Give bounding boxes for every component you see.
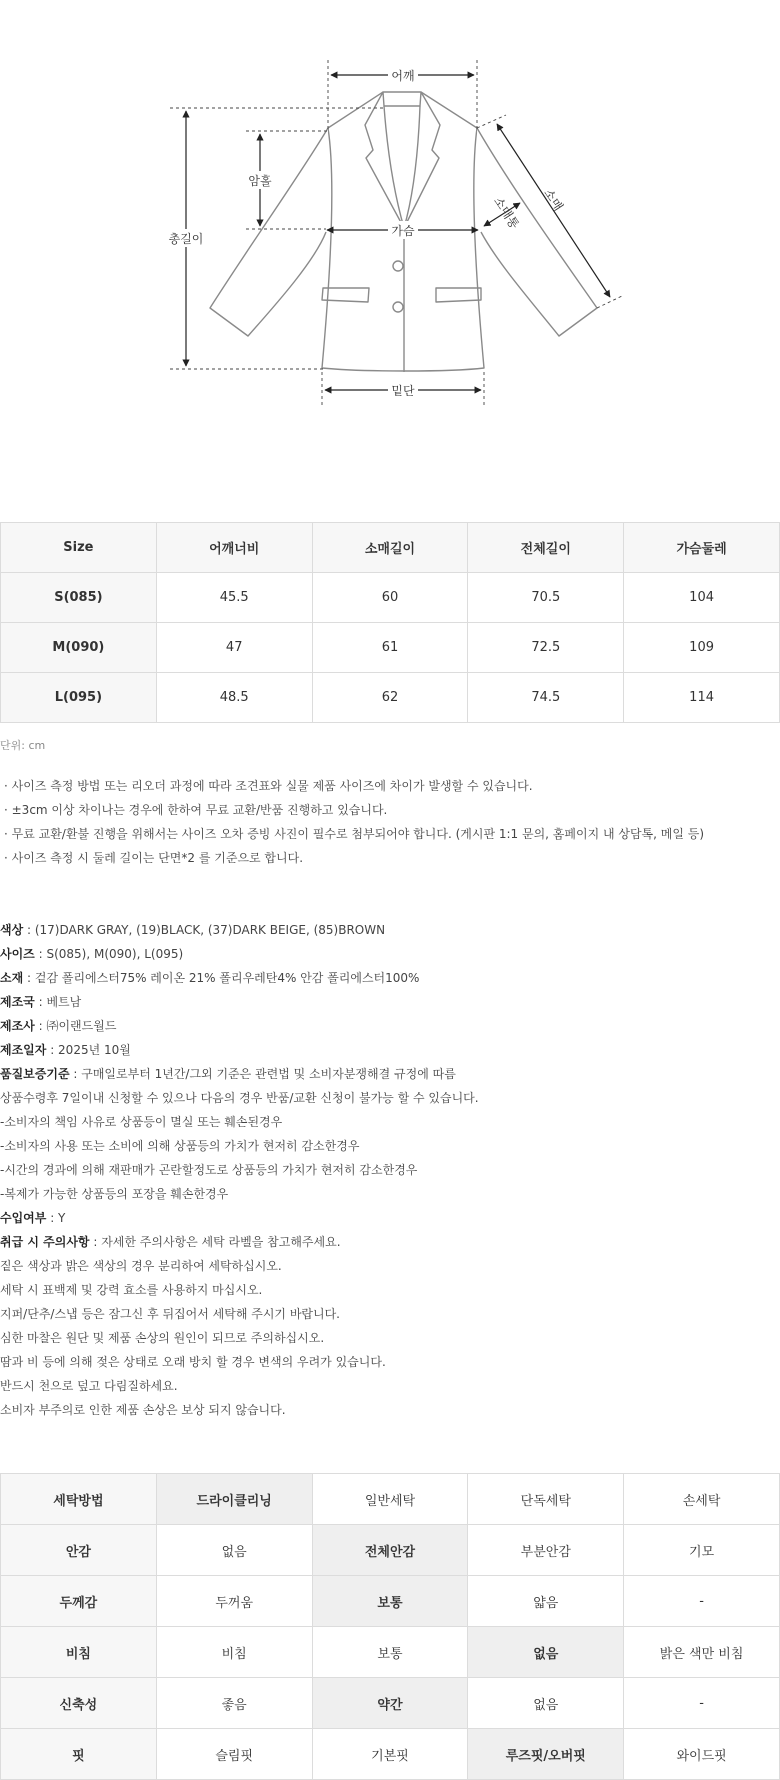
info-text: -복제가 가능한 상품등의 포장을 훼손한경우 (0, 1187, 229, 1201)
size-table-header-cell: 가슴둘레 (624, 523, 780, 573)
table-cell: 45.5 (156, 573, 312, 623)
info-text: : ㈜이랜드월드 (34, 1019, 117, 1033)
property-option: 비침 (156, 1627, 312, 1678)
product-info (0, 918, 479, 1422)
property-option: 단독세탁 (468, 1474, 624, 1525)
table-row (1, 1678, 780, 1729)
note-item: · 사이즈 측정 시 둘레 길이는 단면*2 를 기준으로 합니다. (4, 851, 304, 865)
size-table-header-cell: 전체길이 (468, 523, 624, 573)
size-table-header-cell: Size (1, 523, 157, 573)
table-cell: 72.5 (468, 623, 624, 673)
info-line (0, 1134, 479, 1158)
info-label: 수입여부 (0, 1211, 47, 1225)
info-text: 상품수령후 7일이내 신청할 수 있으나 다음의 경우 반품/교환 신청이 불가능 할 수 있습니다. (0, 1091, 479, 1105)
note-item: · 무료 교환/환불 진행을 위해서는 사이즈 오차 증빙 사진이 필수로 첨부되어야 합니다. (게시판 1:1 문의, 홈페이지 내 상담톡, 메일 등) (4, 827, 705, 841)
info-text: : 구매일로부터 1년간/그외 기준은 관련법 및 소비자분쟁해결 규정에 따름 (69, 1067, 456, 1081)
size-table-header-cell: 어깨너비 (156, 523, 312, 573)
table-cell: 74.5 (468, 673, 624, 723)
size-table-header (1, 523, 780, 573)
info-text: 소비자 부주의로 인한 제품 손상은 보상 되지 않습니다. (0, 1403, 286, 1417)
property-option: 없음 (468, 1678, 624, 1729)
property-option-selected: 드라이클리닝 (156, 1474, 312, 1525)
property-option-selected: 약간 (312, 1678, 468, 1729)
table-row (1, 1729, 780, 1780)
note-item: · ±3cm 이상 차이나는 경우에 한하여 무료 교환/반품 진행하고 있습니다. (4, 803, 388, 817)
info-line (0, 1278, 479, 1302)
label-shoulder: 어깨 (391, 69, 415, 83)
property-option: 밝은 색만 비침 (624, 1627, 780, 1678)
info-label: 사이즈 (0, 947, 35, 961)
property-option: 일반세탁 (312, 1474, 468, 1525)
label-chest: 가슴 (391, 224, 415, 238)
property-label: 핏 (1, 1729, 157, 1780)
info-line (0, 1206, 479, 1230)
info-label: 품질보증기준 (0, 1067, 70, 1081)
info-line (0, 1062, 479, 1086)
property-option: 기모 (624, 1525, 780, 1576)
info-text: : (17)DARK GRAY, (19)BLACK, (37)DARK BEIGE, (85)BROWN (23, 923, 386, 937)
info-text: : S(085), M(090), L(095) (34, 947, 184, 961)
label-sleeve: 소매 (541, 186, 566, 214)
info-text: 반드시 천으로 덮고 다림질하세요. (0, 1379, 178, 1393)
size-notes (0, 774, 704, 870)
table-row (1, 673, 780, 723)
info-line (0, 1086, 479, 1110)
info-label: 제조사 (0, 1019, 35, 1033)
property-label: 세탁방법 (1, 1474, 157, 1525)
info-label: 제조일자 (0, 1043, 47, 1057)
label-armhole: 암홀 (248, 174, 272, 188)
table-cell: 61 (312, 623, 468, 673)
property-option-selected: 전체안감 (312, 1525, 468, 1576)
property-option: 좋음 (156, 1678, 312, 1729)
info-line (0, 966, 479, 990)
property-option: 없음 (156, 1525, 312, 1576)
info-text: -소비자의 책임 사유로 상품등이 멸실 또는 훼손된경우 (0, 1115, 283, 1129)
property-option: 와이드핏 (624, 1729, 780, 1780)
info-line (0, 1110, 479, 1134)
property-option: 두꺼움 (156, 1576, 312, 1627)
info-line (0, 918, 479, 942)
table-cell: 47 (156, 623, 312, 673)
size-name-cell: S(085) (1, 573, 157, 623)
table-row (1, 573, 780, 623)
info-text: 지퍼/단추/스냅 등은 잠그신 후 뒤집어서 세탁해 주시기 바랍니다. (0, 1307, 340, 1321)
size-name-cell: L(095) (1, 673, 157, 723)
note-item: · 사이즈 측정 방법 또는 리오더 과정에 따라 조견표와 실물 제품 사이즈에 차이가 발생할 수 있습니다. (4, 779, 533, 793)
property-option: 부분안감 (468, 1525, 624, 1576)
property-label: 두께감 (1, 1576, 157, 1627)
property-label: 안감 (1, 1525, 157, 1576)
info-line (0, 1398, 479, 1422)
info-text: : 베트남 (34, 995, 82, 1009)
property-option: - (624, 1678, 780, 1729)
info-line (0, 1230, 479, 1254)
info-text: 짙은 색상과 밝은 색상의 경우 분리하여 세탁하십시오. (0, 1259, 282, 1273)
table-cell: 48.5 (156, 673, 312, 723)
label-total-length: 총길이 (168, 232, 204, 246)
table-row (1, 1525, 780, 1576)
size-name-cell: M(090) (1, 623, 157, 673)
info-text: : Y (46, 1211, 66, 1225)
table-row (1, 1576, 780, 1627)
info-line (0, 1182, 479, 1206)
info-text: 세탁 시 표백제 및 강력 효소를 사용하지 마십시오. (0, 1283, 263, 1297)
property-option: 기본핏 (312, 1729, 468, 1780)
info-line (0, 1374, 479, 1398)
property-option: 보통 (312, 1627, 468, 1678)
property-option: 슬림핏 (156, 1729, 312, 1780)
unit-note: 단위: cm (0, 739, 46, 752)
info-line (0, 1302, 479, 1326)
table-cell: 114 (624, 673, 780, 723)
property-option-selected: 루즈핏/오버핏 (468, 1729, 624, 1780)
property-option: 손세탁 (624, 1474, 780, 1525)
table-cell: 70.5 (468, 573, 624, 623)
table-cell: 104 (624, 573, 780, 623)
table-row (1, 623, 780, 673)
info-line (0, 1038, 479, 1062)
info-line (0, 1014, 479, 1038)
info-text: -시간의 경과에 의해 재판매가 곤란할정도로 상품등의 가치가 현저히 감소한경우 (0, 1163, 418, 1177)
property-label: 신축성 (1, 1678, 157, 1729)
info-text: 땀과 비 등에 의해 젖은 상태로 오래 방치 할 경우 변색의 우려가 있습니다. (0, 1355, 386, 1369)
property-option: - (624, 1576, 780, 1627)
property-option: 얇음 (468, 1576, 624, 1627)
property-label: 비침 (1, 1627, 157, 1678)
info-line (0, 1350, 479, 1374)
info-text: : 2025년 10월 (46, 1043, 131, 1057)
table-row (1, 1474, 780, 1525)
property-option-selected: 없음 (468, 1627, 624, 1678)
info-text: : 겉감 폴리에스터75% 레이온 21% 폴리우레탄4% 안감 폴리에스터100% (23, 971, 420, 985)
info-line (0, 1158, 479, 1182)
info-label: 취급 시 주의사항 (0, 1235, 90, 1249)
info-label: 색상 (0, 923, 24, 937)
size-table-header-cell: 소매길이 (312, 523, 468, 573)
table-cell: 60 (312, 573, 468, 623)
table-cell: 62 (312, 673, 468, 723)
label-hem: 밑단 (391, 384, 415, 398)
label-sleeve-width: 소매통 (491, 194, 522, 232)
property-option-selected: 보통 (312, 1576, 468, 1627)
size-table (0, 522, 780, 723)
measurement-diagram (0, 0, 780, 430)
info-text: -소비자의 사용 또는 소비에 의해 상품등의 가치가 현저히 감소한경우 (0, 1139, 360, 1153)
info-line (0, 1326, 479, 1350)
table-row (1, 1627, 780, 1678)
info-line (0, 990, 479, 1014)
info-line (0, 1254, 479, 1278)
info-label: 소재 (0, 971, 24, 985)
info-label: 제조국 (0, 995, 35, 1009)
info-text: 심한 마찰은 원단 및 제품 손상의 원인이 되므로 주의하십시오. (0, 1331, 325, 1345)
fabric-properties-table (0, 1473, 780, 1780)
info-line (0, 942, 479, 966)
info-text: : 자세한 주의사항은 세탁 라벨을 참고해주세요. (89, 1235, 341, 1249)
table-cell: 109 (624, 623, 780, 673)
